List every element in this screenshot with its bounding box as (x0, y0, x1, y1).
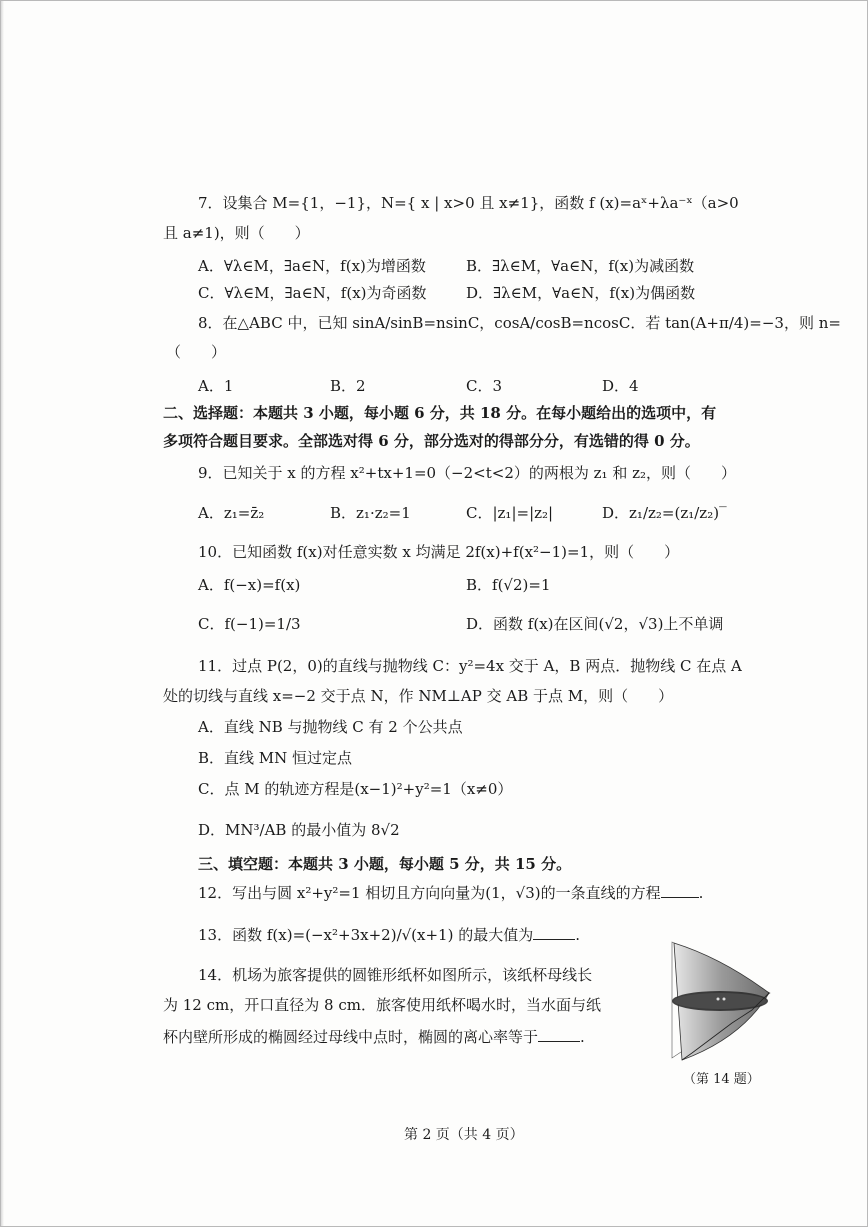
q14-stem-line3 (163, 1027, 585, 1047)
q8-stem-line1: 8．在△ABC 中，已知 sinA/sinB=nsinC，cosA/cosB=ncosC．若 tan(A+π/4)=−3，则 n= (198, 314, 841, 332)
q12-answer-blank (661, 883, 699, 898)
q8-stem-line2: （ ） (166, 343, 227, 361)
q12-stem (198, 883, 703, 903)
page-number: 第 2 页（共 4 页） (404, 1127, 524, 1143)
q14-text: 杯内壁所形成的椭圆经过母线中点时，椭圆的离心率等于 (163, 1028, 539, 1046)
figure-caption: （第 14 题） (683, 1072, 760, 1087)
q9-stem: 9．已知关于 x 的方程 x²+tx+1=0（−2<t<2）的两根为 z₁ 和 z₂，则（ ） (198, 464, 737, 482)
section3-heading: 三、填空题：本题共 3 小题，每小题 5 分，共 15 分。 (198, 855, 572, 873)
q7-option-d: D．∃λ∈M，∀a∈N，f(x)为偶函数 (466, 284, 696, 302)
q7-stem-line2: 且 a≠1)，则（ ） (163, 224, 310, 242)
q7-option-b: B．∃λ∈M，∀a∈N，f(x)为减函数 (466, 257, 695, 275)
q11-option-a: A．直线 NB 与抛物线 C 有 2 个公共点 (198, 718, 463, 736)
q10-option-a: A．f(−x)=f(x) (198, 576, 301, 594)
q7-option-a: A．∀λ∈M，∃a∈N，f(x)为增函数 (198, 257, 426, 275)
q14-stem-line2: 为 12 cm，开口直径为 8 cm．旅客使用纸杯喝水时，当水面与纸 (163, 996, 601, 1014)
q13-stem (198, 925, 580, 945)
water-surface-inner (674, 993, 766, 1009)
section2-heading-line1: 二、选择题：本题共 3 小题，每小题 6 分，共 18 分。在每小题给出的选项中，有 (163, 404, 717, 422)
section2-heading-line2: 多项符合题目要求。全部选对得 6 分，部分选对的得部分分，有选错的得 0 分。 (163, 432, 700, 450)
q11-option-d: D．MN³/AB 的最小值为 8√2 (198, 821, 400, 839)
q8-option-b: B．2 (330, 377, 366, 395)
q14-end: . (580, 1028, 585, 1046)
q14-stem-line1: 14．机场为旅客提供的圆锥形纸杯如图所示，该纸杯母线长 (198, 966, 593, 984)
q11-option-b: B．直线 MN 恒过定点 (198, 749, 353, 767)
q10-option-b: B．f(√2)=1 (466, 576, 551, 594)
q7-option-c: C．∀λ∈M，∃a∈N，f(x)为奇函数 (198, 284, 427, 302)
q9-option-a: A．z₁=z̄₂ (198, 504, 265, 522)
q9-option-b: B．z₁·z₂=1 (330, 504, 411, 522)
q12-text: 12．写出与圆 x²+y²=1 相切且方向向量为(1，√3)的一条直线的方程 (198, 884, 661, 902)
q13-end: . (575, 926, 581, 944)
q9-option-c: C．|z₁|=|z₂| (466, 504, 554, 522)
cone-cup-figure (652, 938, 776, 1062)
q14-answer-blank (538, 1027, 580, 1042)
q8-option-d: D．4 (602, 377, 639, 395)
q11-option-c: C．点 M 的轨迹方程是(x−1)²+y²=1（x≠0） (198, 780, 513, 798)
q11-stem-line1: 11．过点 P(2，0)的直线与抛物线 C：y²=4x 交于 A，B 两点．抛物线 C 在点 A (198, 657, 742, 675)
q8-option-a: A．1 (198, 377, 234, 395)
q12-end: . (698, 884, 704, 902)
q10-option-d: D．函数 f(x)在区间(√2，√3)上不单调 (466, 615, 724, 633)
q13-answer-blank (533, 925, 575, 940)
q7-stem-line1: 7．设集合 M={1，−1}，N={ x | x>0 且 x≠1}，函数 f (x)=aˣ+λa⁻ˣ（a>0 (198, 194, 739, 212)
q8-option-c: C．3 (466, 377, 503, 395)
q10-option-c: C．f(−1)=1/3 (198, 615, 301, 633)
q11-stem-line2: 处的切线与直线 x=−2 交于点 N，作 NM⊥AP 交 AB 于点 M，则（ ） (163, 687, 674, 705)
q9-option-d: D．z₁/z₂=(z₁/z₂)‾ (602, 504, 727, 522)
q13-text: 13．函数 f(x)=(−x²+3x+2)/√(x+1) 的最大值为 (198, 926, 534, 944)
q10-stem: 10．已知函数 f(x)对任意实数 x 均满足 2f(x)+f(x²−1)=1，则（ ） (198, 543, 680, 561)
